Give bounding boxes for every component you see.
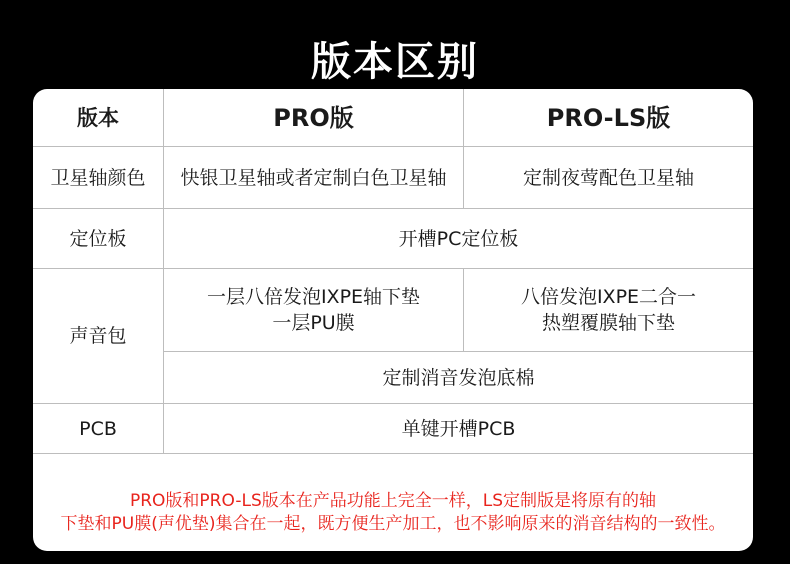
cell-pro-stabilizer: 快银卫星轴或者定制白色卫星轴 <box>180 166 447 189</box>
row-label-plate: 定位板 <box>69 227 127 250</box>
page-title: 版本区别 <box>311 39 479 85</box>
cell-line: 热塑覆膜轴下垫 <box>541 312 675 334</box>
row-label-sound-pack: 声音包 <box>69 325 127 347</box>
footnote-line: 下垫和PU膜(声优垫)集合在一起，既方便生产加工，也不影响原来的消音结构的一致性。 <box>60 514 726 534</box>
footnote <box>33 479 753 547</box>
header-version: 版本 <box>77 105 119 130</box>
row-label-stabilizer-color: 卫星轴颜色 <box>50 166 146 189</box>
cell-plate-shared: 开槽PC定位板 <box>398 227 519 250</box>
row-divider <box>33 453 753 454</box>
cell-line: 一层八倍发泡IXPE轴下垫 <box>206 286 421 308</box>
cell-line: 八倍发泡IXPE二合一 <box>520 286 697 308</box>
row-label-pcb: PCB <box>79 417 117 440</box>
cell-pro-ls-sound-pack <box>464 269 753 351</box>
cell-pro-sound-pack <box>164 269 463 351</box>
header-pro-ls: PRO-LS版 <box>546 103 671 132</box>
cell-sound-pack-shared: 定制消音发泡底棉 <box>382 366 535 389</box>
cell-pcb-shared: 单键开槽PCB <box>401 417 516 440</box>
cell-pro-ls-stabilizer: 定制夜莺配色卫星轴 <box>522 166 694 189</box>
cell-line: 一层PU膜 <box>272 312 355 334</box>
footnote-line: PRO版和PRO-LS版本在产品功能上完全一样，LS定制版是将原有的轴 <box>129 491 657 511</box>
header-pro: PRO版 <box>273 103 354 132</box>
comparison-card <box>33 89 753 551</box>
